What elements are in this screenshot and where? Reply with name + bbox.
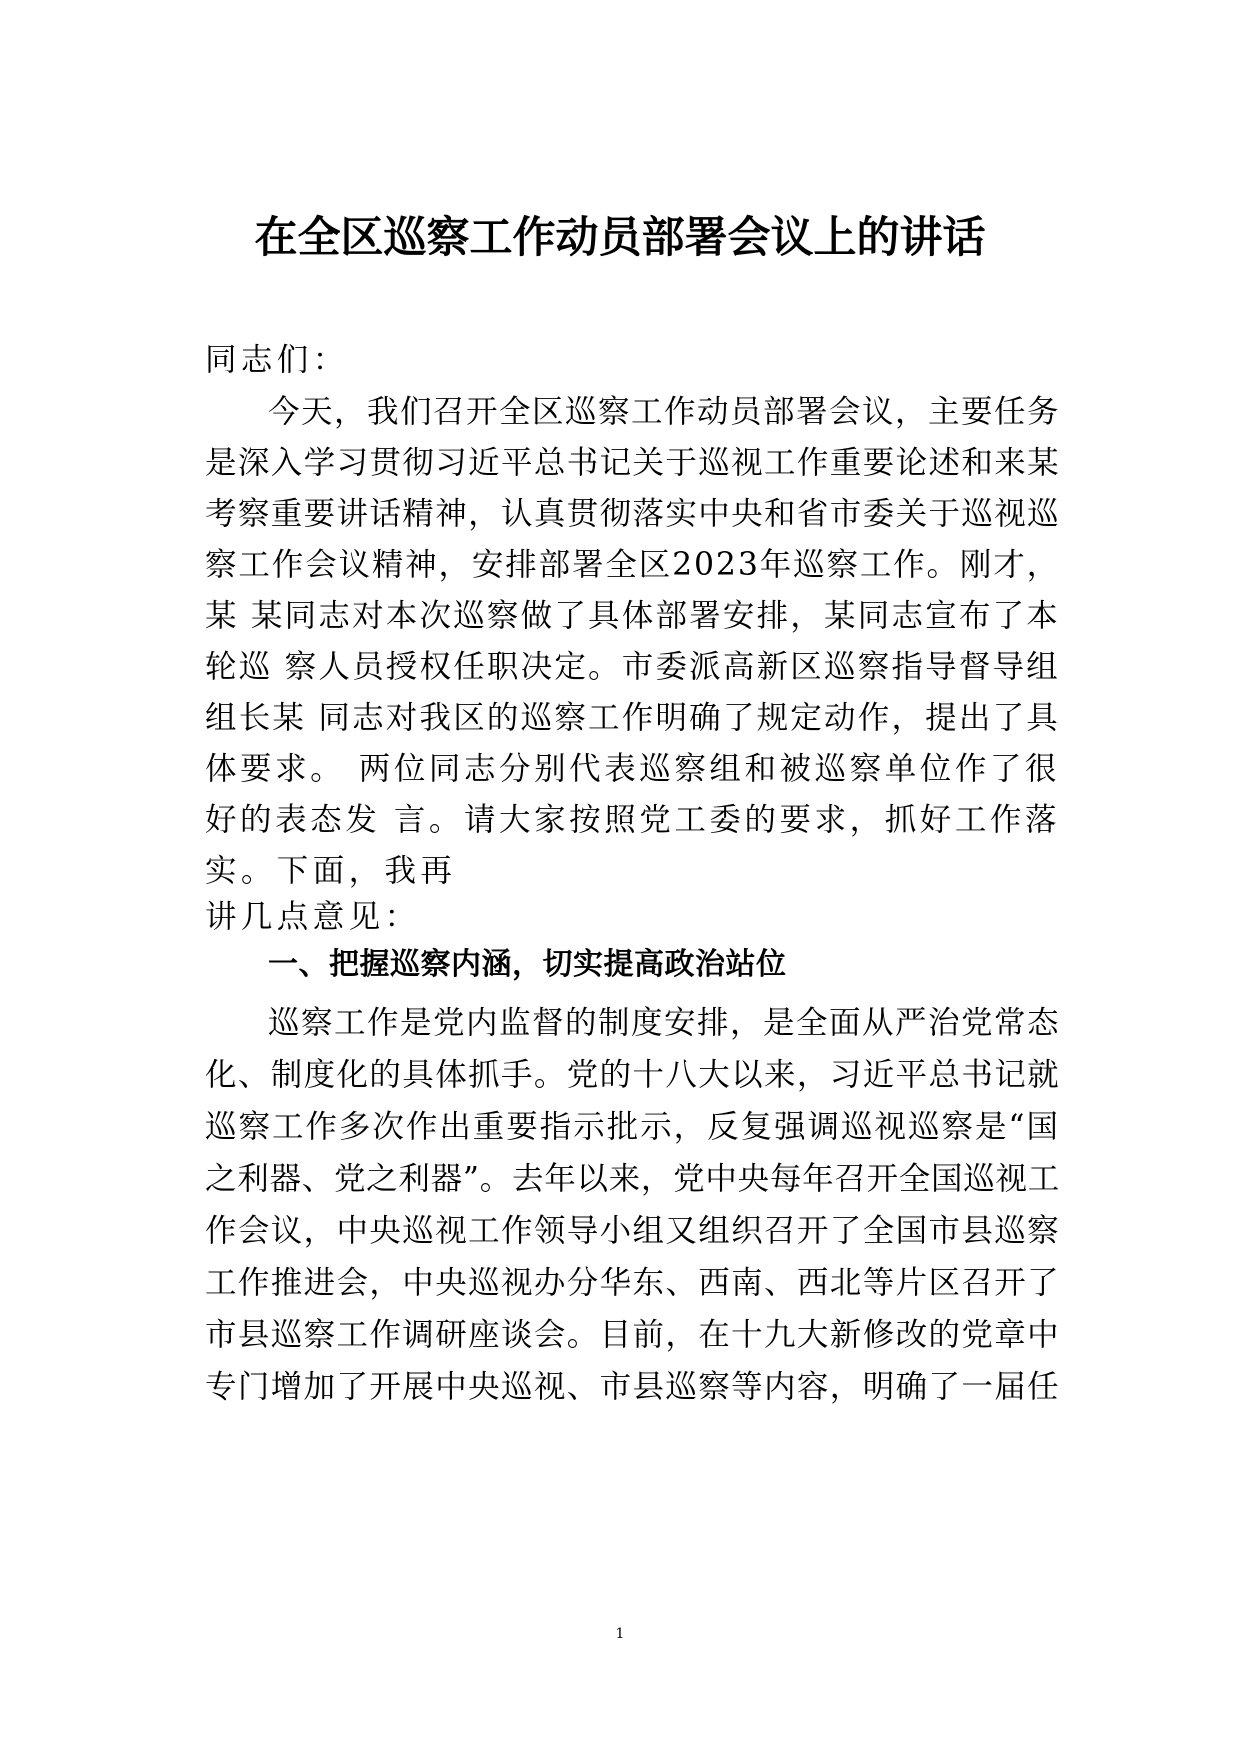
- section-line-8: 专门增加了开展中央巡视、市县巡察等内容，明确了一届任: [205, 1369, 1060, 1405]
- section-line-1: 巡察工作是党内监督的制度安排，是全面从严治党常态: [268, 1005, 1060, 1041]
- intro-line-5: 某 某同志对本次巡察做了具体部署安排，某同志宣布了本: [205, 598, 1060, 634]
- intro-line-4: 察工作会议精神，安排部署全区2023年巡察工作。刚才，: [205, 547, 1060, 583]
- intro-line-7: 组长某 同志对我区的巡察工作明确了规定动作，提出了具: [205, 700, 1060, 736]
- salutation: 同志们：: [205, 342, 349, 378]
- intro-line-8: 体要求。 两位同志分别代表巡察组和被巡察单位作了很: [205, 751, 1060, 787]
- intro-line-3: 考察重要讲话精神，认真贯彻落实中央和省市委关于巡视巡: [205, 496, 1060, 532]
- section-line-6: 工作推进会，中央巡视办分华东、西南、西北等片区召开了: [205, 1265, 1060, 1301]
- section-line-5: 作会议，中央巡视工作领导小组又组织召开了全国市县巡察: [205, 1213, 1060, 1249]
- intro-line-9: 好的表态发 言。请大家按照党工委的要求，抓好工作落: [205, 802, 1060, 838]
- intro-line-6: 轮巡 察人员授权任职决定。市委派高新区巡察指导督导组: [205, 649, 1060, 685]
- section-heading: 一、把握巡察内涵，切实提高政治站位: [268, 947, 787, 982]
- section-line-4: 之利器、党之利器”。去年以来，党中央每年召开全国巡视工: [205, 1161, 1060, 1197]
- intro-line-1: 今天，我们召开全区巡察工作动员部署会议，主要任务: [268, 394, 1060, 430]
- section-line-7: 市县巡察工作调研座谈会。目前，在十九大新修改的党章中: [205, 1317, 1060, 1353]
- section-line-2: 化、制度化的具体抓手。党的十八大以来，习近平总书记就: [205, 1057, 1060, 1093]
- intro-line-11: 讲几点意见：: [205, 899, 421, 935]
- page-number: 1: [615, 1626, 625, 1642]
- document-title: 在全区巡察工作动员部署会议上的讲话: [254, 213, 986, 263]
- intro-line-10: 实。下面，我再: [205, 853, 457, 889]
- section-line-3: 巡察工作多次作出重要指示批示，反复强调巡视巡察是“国: [205, 1109, 1060, 1145]
- intro-line-2: 是深入学习贯彻习近平总书记关于巡视工作重要论述和来某: [205, 445, 1060, 481]
